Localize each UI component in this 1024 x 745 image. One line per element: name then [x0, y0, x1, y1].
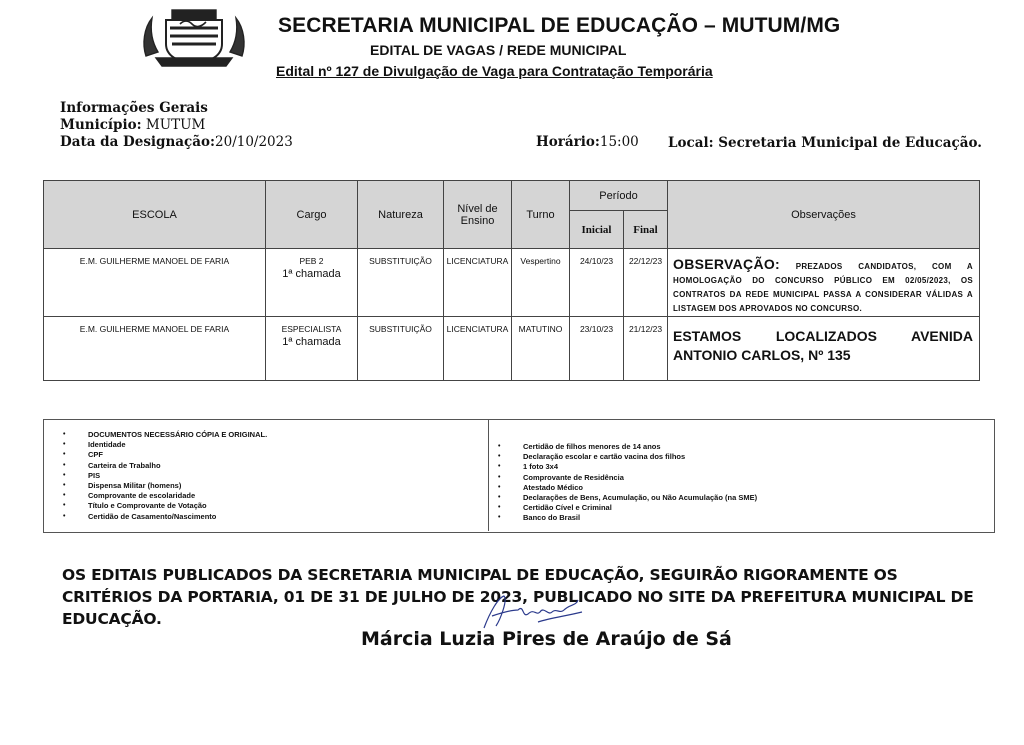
list-item: • CPF: [63, 450, 267, 460]
list-item: • Certidão Cível e Criminal: [498, 503, 757, 513]
cell-natureza: SUBSTITUIÇÃO: [358, 317, 444, 381]
list-item: • Dispensa Militar (homens): [63, 481, 267, 491]
cell-observacao-2: ESTAMOS LOCALIZADOS AVENIDA ANTONIO CARLOS, Nº 135: [668, 317, 980, 381]
cell-inicial: 23/10/23: [570, 317, 624, 381]
documents-list-left: [63, 430, 267, 522]
cell-inicial: 24/10/23: [570, 249, 624, 317]
cell-nivel: LICENCIATURA: [444, 249, 512, 317]
cell-final: 22/12/23: [624, 249, 668, 317]
info-local: Local: Secretaria Municipal de Educação.: [668, 135, 982, 151]
page-title: SECRETARIA MUNICIPAL DE EDUCAÇÃO – MUTUM/MG: [278, 14, 841, 37]
list-item: • 1 foto 3x4: [498, 462, 757, 472]
cell-natureza: SUBSTITUIÇÃO: [358, 249, 444, 317]
municipal-coat-of-arms-icon: [140, 6, 248, 68]
signer-name: Márcia Luzia Pires de Araújo de Sá: [361, 628, 732, 650]
info-horario: Horário:15:00: [536, 134, 639, 150]
list-item: • Comprovante de escolaridade: [63, 491, 267, 501]
list-item: • Certidão de filhos menores de 14 anos: [498, 442, 757, 452]
cell-escola: E.M. GUILHERME MANOEL DE FARIA: [44, 249, 266, 317]
list-item: • Comprovante de Residência: [498, 473, 757, 483]
cell-turno: Vespertino: [512, 249, 570, 317]
cell-cargo: ESPECIALISTA 1ª chamada: [266, 317, 358, 381]
list-item: • Título e Comprovante de Votação: [63, 501, 267, 511]
cell-escola: E.M. GUILHERME MANOEL DE FARIA: [44, 317, 266, 381]
list-item: • Atestado Médico: [498, 483, 757, 493]
list-item: • Certidão de Casamento/Nascimento: [63, 512, 267, 522]
header-observacoes: Observações: [668, 181, 980, 249]
documents-list-right: [498, 442, 757, 524]
header-inicial: Inicial: [570, 211, 624, 249]
page-subtitle: EDITAL DE VAGAS / REDE MUNICIPAL: [370, 42, 627, 58]
cell-observacao-1: OBSERVAÇÃO: PREZADOS CANDIDATOS, COM A HOMOLOGAÇÃO DO CONCURSO PÚBLICO EM 02/05/2023, OS CONTRATOS DA REDE MUNICIPAL PASSA A CONSIDERAR VÁLIDAS A LISTAGEM DOS APROVADOS NO CONCURSO.: [668, 249, 980, 317]
cell-cargo: PEB 2 1ª chamada: [266, 249, 358, 317]
header-nivel: Nível de Ensino: [444, 181, 512, 249]
cell-final: 21/12/23: [624, 317, 668, 381]
table-row: [44, 249, 980, 317]
vacancies-table: [43, 180, 980, 381]
cell-turno: MATUTINO: [512, 317, 570, 381]
list-item: • Carteira de Trabalho: [63, 461, 267, 471]
header-periodo: Período: [570, 181, 668, 211]
header-escola: ESCOLA: [44, 181, 266, 249]
table-row: [44, 317, 980, 381]
edital-title: Edital nº 127 de Divulgação de Vaga para Contratação Temporária: [276, 63, 713, 79]
list-item: • Declarações de Bens, Acumulação, ou Não Acumulação (na SME): [498, 493, 757, 503]
header-cargo: Cargo: [266, 181, 358, 249]
list-item: • PIS: [63, 471, 267, 481]
info-heading: Informações Gerais: [60, 100, 208, 116]
list-item: • DOCUMENTOS NECESSÁRIO CÓPIA E ORIGINAL.: [63, 430, 267, 440]
list-item: • Identidade: [63, 440, 267, 450]
cell-nivel: LICENCIATURA: [444, 317, 512, 381]
list-item: • Banco do Brasil: [498, 513, 757, 523]
info-designation-date: Data da Designação:20/10/2023: [60, 134, 293, 150]
list-item: • Declaração escolar e cartão vacina dos filhos: [498, 452, 757, 462]
header-turno: Turno: [512, 181, 570, 249]
header-final: Final: [624, 211, 668, 249]
footer-notice: OS EDITAIS PUBLICADOS DA SECRETARIA MUNICIPAL DE EDUCAÇÃO, SEGUIRÃO RIGORAMENTE OS CRITÉRIOS DA PORTARIA, 01 DE 31 DE JULHO DE 2023, PUBLICADO NO SITE DA PREFEITURA MUNICIPAL DE EDUCAÇÃO.: [62, 566, 974, 628]
header-natureza: Natureza: [358, 181, 444, 249]
documents-divider: [488, 419, 489, 531]
info-municipio: Município: MUTUM: [60, 117, 206, 133]
